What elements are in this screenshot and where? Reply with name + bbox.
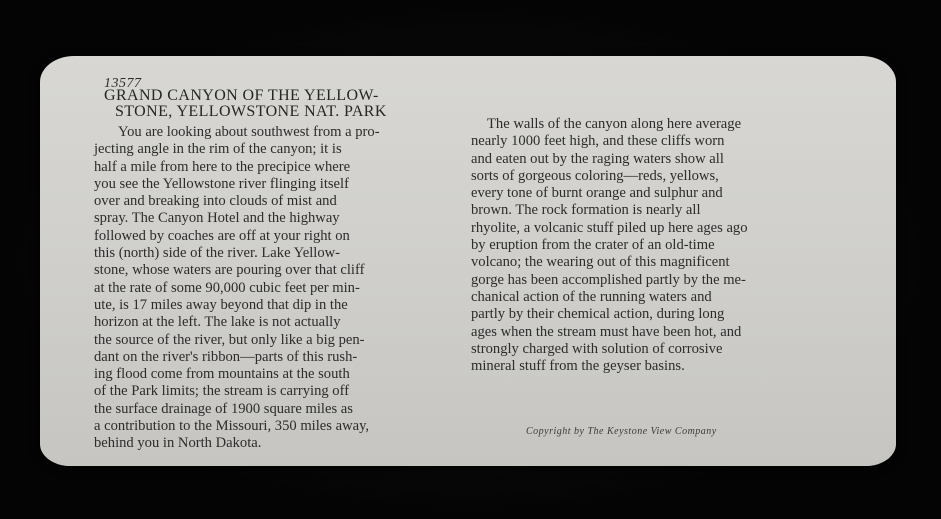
text-line: followed by coaches are off at your right on — [94, 227, 350, 244]
text-line: sorts of gorgeous coloring—reds, yellows, — [471, 167, 719, 184]
title-line: STONE, YELLOWSTONE NAT. PARK — [115, 103, 387, 120]
text-line: jecting angle in the rim of the canyon; it is — [94, 141, 342, 158]
text-line: nearly 1000 feet high, and these cliffs worn — [471, 133, 725, 150]
text-line: gorge has been accomplished partly by the me- — [471, 271, 746, 288]
copyright-notice: Copyright by The Keystone View Company — [526, 426, 717, 437]
card-title — [104, 88, 444, 120]
text-line: this (north) side of the river. Lake Yellow- — [94, 245, 341, 262]
text-line: rhyolite, a volcanic stuff piled up here ages ago — [471, 219, 748, 236]
text-line: stone, whose waters are pouring over that cliff — [94, 262, 365, 279]
text-line: dant on the river's ribbon—parts of this rush- — [94, 348, 358, 365]
text-line: by eruption from the crater of an old-time — [471, 237, 715, 254]
text-line: spray. The Canyon Hotel and the highway — [94, 210, 340, 227]
text-line: You are looking about southwest from a pro- — [118, 124, 380, 140]
right-text-column — [471, 116, 831, 375]
text-line: and eaten out by the raging waters show all — [471, 150, 724, 167]
text-line: at the rate of some 90,000 cubic feet per min- — [94, 279, 360, 296]
card-number: 13577 — [104, 76, 142, 91]
text-line: the source of the river, but only like a big pen- — [94, 331, 365, 348]
text-line: mineral stuff from the geyser basins. — [471, 358, 685, 375]
text-line: The walls of the canyon along here average — [487, 116, 742, 132]
text-line: brown. The rock formation is nearly all — [471, 202, 701, 219]
text-line: ing flood come from mountains at the south — [94, 366, 350, 383]
text-line: half a mile from here to the precipice where — [94, 158, 351, 175]
text-line: behind you in North Dakota. — [94, 435, 262, 452]
text-line: ute, is 17 miles away beyond that dip in the — [94, 296, 348, 313]
text-line: volcano; the wearing out of this magnificent — [471, 254, 730, 271]
text-line: ages when the stream must have been hot, and — [471, 323, 742, 340]
text-line: chanical action of the running waters and — [471, 288, 712, 305]
text-line: every tone of burnt orange and sulphur and — [471, 185, 723, 202]
title-line: GRAND CANYON OF THE YELLOW- — [104, 87, 379, 104]
text-line: of the Park limits; the stream is carrying off — [94, 383, 350, 400]
text-line: over and breaking into clouds of mist and — [94, 193, 337, 210]
text-line: partly by their chemical action, during long — [471, 306, 725, 323]
text-line: strongly charged with solution of corrosive — [471, 340, 723, 357]
text-line: a contribution to the Missouri, 350 miles away, — [94, 418, 370, 435]
left-text-column — [94, 124, 442, 453]
text-line: you see the Yellowstone river flinging itself — [94, 175, 349, 192]
text-line: the surface drainage of 1900 square miles as — [94, 400, 353, 417]
text-line: horizon at the left. The lake is not actually — [94, 314, 341, 331]
